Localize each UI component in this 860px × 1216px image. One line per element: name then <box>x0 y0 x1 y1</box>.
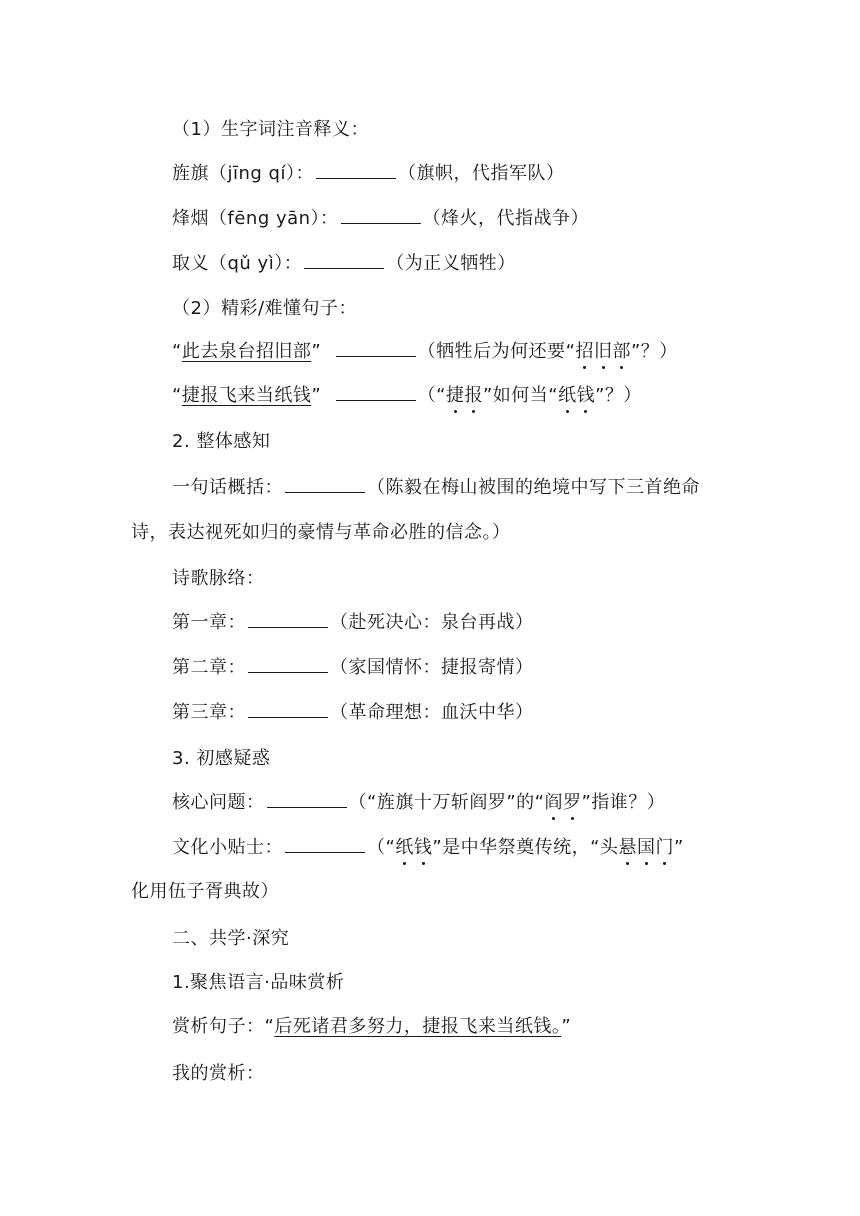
summary-line-continued: 诗，表达视死如归的豪情与革命必胜的信念。） <box>131 522 511 543</box>
emphasis-char: 部 <box>612 341 631 362</box>
emphasis-char: 旧 <box>593 341 613 362</box>
underlined-quote: 捷报飞来当纸钱 <box>181 385 312 406</box>
my-appreciation-label: 我的赏析： <box>172 1063 265 1084</box>
culture-tip-line: 文化小贴士： （“纸钱”是中华祭奠传统，“头悬国门” <box>172 837 684 858</box>
emphasis-char: 纸 <box>395 837 414 858</box>
vocab-item-quyi: 取义（qǔ yì）： （为正义牺牲） <box>172 253 516 274</box>
emphasis-char: 阎 <box>544 792 563 813</box>
emphasis-char: 钱 <box>413 837 433 858</box>
answer-blank[interactable] <box>304 252 384 269</box>
sentence-item-1: “此去泉台招旧部” （牺牲后为何还要“招旧部”？） <box>172 341 678 362</box>
section-overview-heading: 2. 整体感知 <box>172 431 271 452</box>
summary-line: 一句话概括： （陈毅在梅山被围的绝境中写下三首绝命 <box>172 477 700 498</box>
section-questions-heading: 3. 初感疑惑 <box>172 748 271 769</box>
culture-tip-continued: 化用伍子胥典故） <box>131 881 279 902</box>
answer-blank[interactable] <box>341 207 421 224</box>
underlined-quote: 此去泉台招旧部 <box>181 341 312 362</box>
emphasis-char: 悬 <box>618 837 637 858</box>
emphasis-char: 捷 <box>445 385 465 406</box>
emphasis-char: 国 <box>636 837 656 858</box>
chapter-1-line: 第一章： （赴死决心：泉台再战） <box>172 612 534 633</box>
answer-blank[interactable] <box>316 162 396 179</box>
section-two-heading: 二、共学·深究 <box>172 928 290 949</box>
answer-blank[interactable] <box>248 611 328 628</box>
chapter-3-line: 第三章： （革命理想：血沃中华） <box>172 702 534 723</box>
answer-blank[interactable] <box>336 340 416 357</box>
structure-heading: 诗歌脉络： <box>172 568 265 589</box>
vocab-item-fengyan: 烽烟（fēng yān）： （烽火，代指战争） <box>172 208 590 229</box>
emphasis-char: 罗 <box>562 792 582 813</box>
answer-blank[interactable] <box>248 701 328 718</box>
core-question-line: 核心问题： （“旌旗十万斩阎罗”的“阎罗”指谁？） <box>172 792 666 813</box>
section-vocab-heading: （1）生字词注音释义： <box>172 119 369 140</box>
section-sentences-heading: （2）精彩/难懂句子： <box>172 298 358 319</box>
answer-blank[interactable] <box>285 476 365 493</box>
emphasis-char: 纸 <box>558 385 577 406</box>
underlined-quote: 后死诸君多努力，捷报飞来当纸钱。 <box>274 1016 562 1037</box>
sentence-item-2: “捷报飞来当纸钱” （“捷报”如何当“纸钱”？） <box>172 385 642 406</box>
answer-blank[interactable] <box>267 791 347 808</box>
appreciation-sentence-line: 赏析句子：“后死诸君多努力，捷报飞来当纸钱。” <box>172 1016 572 1037</box>
answer-blank[interactable] <box>285 836 365 853</box>
emphasis-char: 门 <box>655 837 674 858</box>
emphasis-char: 钱 <box>576 385 596 406</box>
emphasis-char: 招 <box>575 341 594 362</box>
chapter-2-line: 第二章： （家国情怀：捷报寄情） <box>172 657 534 678</box>
emphasis-char: 报 <box>464 385 483 406</box>
vocab-item-jingqi: 旌旗（jīng qí）： （旗帜，代指军队） <box>172 163 565 184</box>
answer-blank[interactable] <box>336 384 416 401</box>
subsection-language-heading: 1.聚焦语言·品味赏析 <box>172 972 345 993</box>
answer-blank[interactable] <box>248 656 328 673</box>
